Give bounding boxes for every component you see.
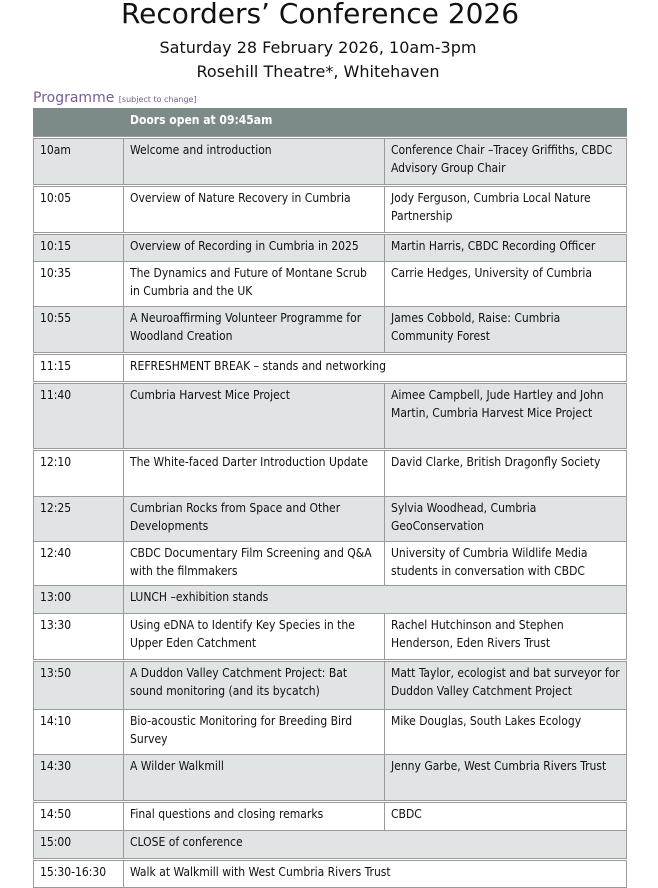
row-speaker: David Clarke, British Dragonfly Society <box>385 450 627 497</box>
table-row <box>34 661 627 710</box>
row-title: Final questions and closing remarks <box>124 802 385 831</box>
row-title: Using eDNA to Identify Key Species in the Upper Eden Catchment <box>124 614 385 661</box>
row-speaker: Jenny Garbe, West Cumbria Rivers Trust <box>385 755 627 802</box>
row-speaker: CBDC <box>385 802 627 831</box>
table-row <box>34 307 627 354</box>
row-time: 13:50 <box>34 661 124 710</box>
row-title: A Duddon Valley Catchment Project: Bat sound monitoring (and its bycatch) <box>124 661 385 710</box>
table-row <box>34 138 627 186</box>
row-title: A Neuroaffirming Volunteer Programme for Woodland Creation <box>124 307 385 354</box>
table-header-row <box>34 109 627 138</box>
row-speaker: Aimee Campbell, Jude Hartley and John Martin, Cumbria Harvest Mice Project <box>385 383 627 450</box>
row-speaker: James Cobbold, Raise: Cumbria Community Forest <box>385 307 627 354</box>
table-row <box>34 497 627 542</box>
row-speaker: University of Cumbria Wildlife Media students in conversation with CBDC <box>385 542 627 586</box>
table-row <box>34 234 627 262</box>
row-title: CLOSE of conference <box>124 831 627 860</box>
row-time: 11:15 <box>34 354 124 383</box>
programme-note: [subject to change] <box>118 95 197 104</box>
row-time: 11:40 <box>34 383 124 450</box>
programme-table <box>33 108 627 888</box>
table-row <box>34 755 627 802</box>
row-time: 13:30 <box>34 614 124 661</box>
row-title: Cumbria Harvest Mice Project <box>124 383 385 450</box>
table-row <box>34 186 627 234</box>
row-time: 14:30 <box>34 755 124 802</box>
row-time: 10:15 <box>34 234 124 262</box>
doors-open-cell: Doors open at 09:45am <box>124 109 627 138</box>
row-time: 13:00 <box>34 586 124 614</box>
table-row <box>34 542 627 586</box>
row-title: CBDC Documentary Film Screening and Q&A with the filmmakers <box>124 542 385 586</box>
table-row <box>34 450 627 497</box>
table-row <box>34 586 627 614</box>
row-title: A Wilder Walkmill <box>124 755 385 802</box>
row-speaker: Martin Harris, CBDC Recording Officer <box>385 234 627 262</box>
row-title: Welcome and introduction <box>124 138 385 186</box>
table-row <box>34 614 627 661</box>
row-time: 10am <box>34 138 124 186</box>
table-row <box>34 354 627 383</box>
row-time: 14:50 <box>34 802 124 831</box>
table-row <box>34 710 627 755</box>
row-time: 15:30-16:30 <box>34 860 124 888</box>
table-row <box>34 860 627 888</box>
row-time: 12:25 <box>34 497 124 542</box>
row-title: Cumbrian Rocks from Space and Other Developments <box>124 497 385 542</box>
row-time: 12:10 <box>34 450 124 497</box>
conference-title: Recorders’ Conference 2026 <box>120 0 520 30</box>
row-title: Walk at Walkmill with West Cumbria Rivers Trust <box>124 860 627 888</box>
header-cell-time <box>34 109 124 138</box>
table-row <box>34 383 627 450</box>
table-row <box>34 802 627 831</box>
row-speaker: Mike Douglas, South Lakes Ecology <box>385 710 627 755</box>
row-title: Overview of Nature Recovery in Cumbria <box>124 186 385 234</box>
row-title: Overview of Recording in Cumbria in 2025 <box>124 234 385 262</box>
table-row <box>34 831 627 860</box>
row-speaker: Sylvia Woodhead, Cumbria GeoConservation <box>385 497 627 542</box>
row-title: LUNCH –exhibition stands <box>124 586 627 614</box>
row-time: 10:35 <box>34 262 124 307</box>
row-speaker: Jody Ferguson, Cumbria Local Nature Partnership <box>385 186 627 234</box>
row-speaker: Carrie Hedges, University of Cumbria <box>385 262 627 307</box>
row-title: REFRESHMENT BREAK – stands and networking <box>124 354 627 383</box>
row-title: The Dynamics and Future of Montane Scrub in Cumbria and the UK <box>124 262 385 307</box>
row-title: The White-faced Darter Introduction Update <box>124 450 385 497</box>
table-row <box>34 262 627 307</box>
row-title: Bio-acoustic Monitoring for Breeding Bird Survey <box>124 710 385 755</box>
row-time: 15:00 <box>34 831 124 860</box>
row-time: 10:55 <box>34 307 124 354</box>
programme-heading <box>33 88 197 110</box>
row-time: 10:05 <box>34 186 124 234</box>
conference-date-time: Saturday 28 February 2026, 10am-3pm <box>159 38 477 57</box>
programme-label: Programme <box>33 90 115 106</box>
row-speaker: Conference Chair –Tracey Griffiths, CBDC Advisory Group Chair <box>385 138 627 186</box>
row-time: 12:40 <box>34 542 124 586</box>
conference-venue: Rosehill Theatre*, Whitehaven <box>196 62 440 81</box>
row-speaker: Rachel Hutchinson and Stephen Henderson, Eden Rivers Trust <box>385 614 627 661</box>
row-speaker: Matt Taylor, ecologist and bat surveyor for Duddon Valley Catchment Project <box>385 661 627 710</box>
row-time: 14:10 <box>34 710 124 755</box>
